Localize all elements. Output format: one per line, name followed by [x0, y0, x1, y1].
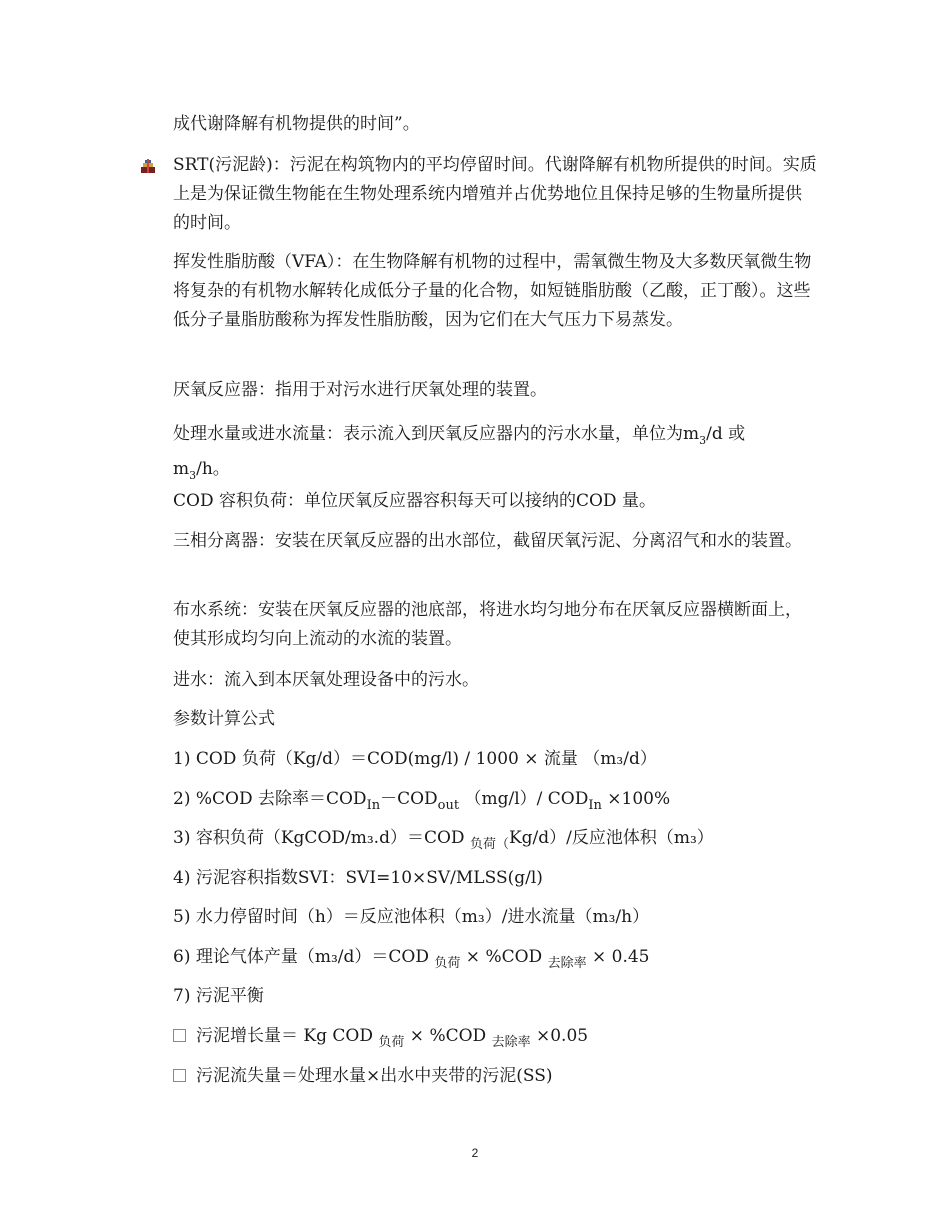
formula-8: [173, 1022, 813, 1057]
unit-rest: /d 或: [706, 424, 746, 444]
formula-heading: 参数计算公式: [173, 709, 275, 729]
subscript: out: [437, 798, 460, 813]
subscript: 负荷（: [469, 837, 509, 852]
subscript: In: [366, 798, 381, 813]
inflow-definition: 进水：流入到本厌氧处理设备中的污水。: [173, 670, 479, 690]
formula-8-text: 污泥增长量＝ Kg COD: [196, 1026, 379, 1046]
formula-3-text: Kg/d）/反应池体积（m₃）: [508, 828, 714, 848]
three-phase-separator-definition: 三相分离器：安装在厌氧反应器的出水部位，截留厌氧污泥、分离沼气和水的装置。: [173, 531, 802, 551]
formula-2-text: 2) %COD 去除率＝COD: [173, 789, 367, 809]
checkbox-icon: [173, 1069, 186, 1082]
checkbox-icon: [173, 1029, 186, 1042]
formula-2: [173, 785, 813, 820]
paragraph-continuation: 成代谢降解有机物提供的时间”。: [173, 114, 420, 134]
srt-definition: SRT(污泥龄)：污泥在构筑物内的平均停留时间。代谢降解有机物所提供的时间。实质上是为保证微生物能在生物处理系统内增殖并占优势地位且保持足够的生物量所提供的时间。: [173, 155, 817, 233]
unit-rest: /h。: [196, 459, 230, 479]
formula-4: 4) 污泥容积指数SVI：SVI=10×SV/MLSS(g/l): [173, 868, 543, 888]
formula-6-text: × %COD: [460, 947, 548, 967]
formula-6: [173, 943, 813, 978]
subscript: 负荷: [378, 1035, 405, 1050]
formula-7: 7) 污泥平衡: [173, 986, 264, 1006]
unit-m: m: [173, 459, 190, 479]
formula-3: [173, 824, 813, 859]
unit-m: m: [683, 424, 700, 444]
formula-2-text: （mg/l）/ COD: [459, 789, 589, 809]
formula-5: 5) 水力停留时间（h）＝反应池体积（m₃）/进水流量（m₃/h）: [173, 907, 650, 927]
formula-3-text: 3) 容积负荷（KgCOD/m₃.d）＝COD: [173, 828, 470, 848]
unit-sub: 3: [189, 469, 197, 482]
vfa-definition: 挥发性脂肪酸（VFA）：在生物降解有机物的过程中，需氧微生物及大多数厌氧微生物将复杂的有机物水解转化成低分子量的化合物，如短链脂肪酸（乙酸，正丁酸）。这些低分子量脂肪酸称为挥发性脂肪酸，因为它们在大气压力下易蒸发。: [173, 252, 812, 330]
reactor-definition: 厌氧反应器：指用于对污水进行厌氧处理的装置。: [173, 380, 547, 400]
subscript: 去除率: [547, 956, 587, 971]
flow-text: 处理水量或进水流量：表示流入到厌氧反应器内的污水水量，单位为: [173, 424, 683, 444]
page-number: 2: [471, 1146, 479, 1160]
unit-sub: 3: [699, 434, 707, 447]
distribution-system-definition: 布水系统：安装在厌氧反应器的池底部，将进水均匀地分布在厌氧反应器横断面上，使其形成均匀向上流动的水流的装置。: [173, 600, 802, 649]
cod-load-definition: COD 容积负荷：单位厌氧反应器容积每天可以接纳的COD 量。: [173, 491, 656, 511]
formula-2-text: ×100%: [601, 789, 671, 809]
stack-bullet-icon: [139, 158, 157, 176]
formula-8-text: ×0.05: [530, 1026, 589, 1046]
subscript: 负荷: [434, 956, 461, 971]
formula-1: 1) COD 负荷（Kg/d）＝COD(mg/l) / 1000 × 流量 （m₃/d）: [173, 749, 657, 769]
formula-2-text: －COD: [380, 789, 438, 809]
formula-6-text: 6) 理论气体产量（m₃/d）＝COD: [173, 947, 435, 967]
formula-6-text: × 0.45: [586, 947, 650, 967]
formula-9: [173, 1062, 813, 1091]
subscript: In: [588, 798, 602, 813]
subscript: 去除率: [491, 1035, 531, 1050]
formula-8-text: × %COD: [404, 1026, 492, 1046]
formula-9-text: 污泥流失量＝处理水量×出水中夹带的污泥(SS): [196, 1066, 553, 1086]
flow-definition: [173, 420, 813, 490]
